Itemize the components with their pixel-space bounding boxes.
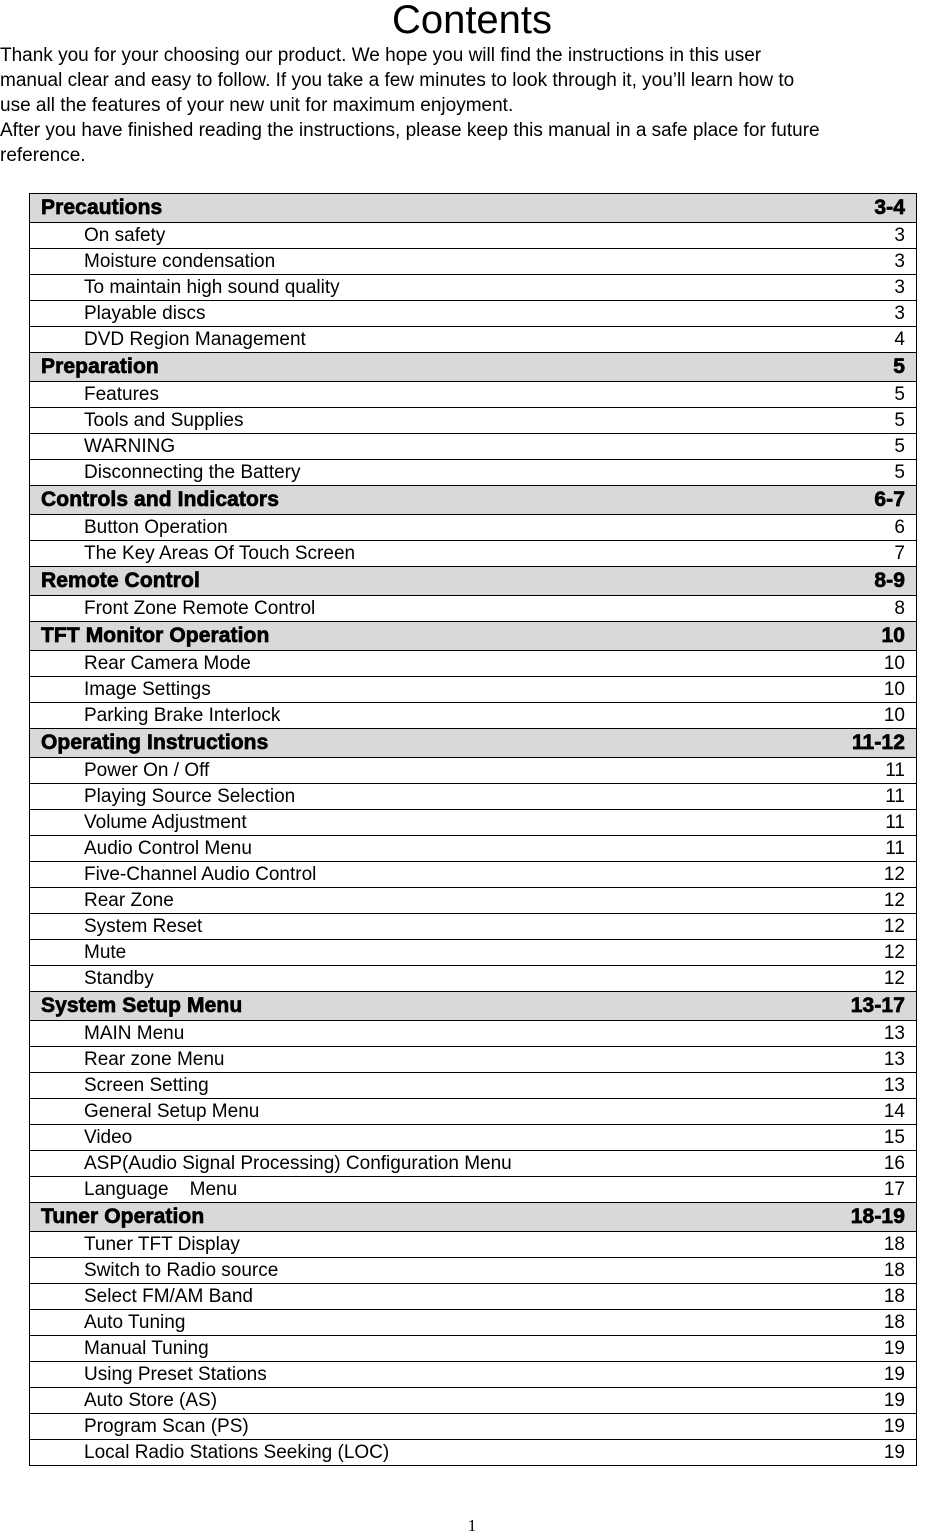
toc-item-cell [30,382,917,408]
toc-item-cell [30,677,917,703]
toc-item-page: 19 [883,1416,905,1437]
toc-item-cell [30,1388,917,1414]
toc-item-cell [30,541,917,567]
toc-item-row [30,651,917,677]
toc-item-label: Parking Brake Interlock [84,705,281,726]
toc-item-row [30,1151,917,1177]
intro-line: manual clear and easy to follow. If you take a few minutes to look through it, you’ll learn how to [0,70,795,91]
toc-item-label: Select FM/AM Band [84,1286,253,1307]
toc-item-page: 13 [883,1075,905,1096]
toc-item-label: Local Radio Stations Seeking (LOC) [84,1442,390,1463]
toc-item-page: 19 [883,1390,905,1411]
intro-paragraph [0,43,944,168]
toc-section-cell [30,567,917,596]
toc-item-cell [30,940,917,966]
toc-section-title: TFT Monitor Operation [41,624,270,647]
toc-section-title: Precautions [41,196,163,219]
toc-item-row [30,1047,917,1073]
toc-item-row [30,784,917,810]
toc-item-row [30,1021,917,1047]
intro-line: Thank you for your choosing our product. We hope you will find the instructions in this user [0,45,762,66]
toc-item-cell [30,1125,917,1151]
toc-item-label: Language Menu [84,1179,238,1200]
toc-body [30,194,917,1466]
toc-item-cell [30,1284,917,1310]
toc-item-label: Playing Source Selection [84,786,296,807]
toc-item-cell [30,1336,917,1362]
toc-section-row [30,992,917,1021]
toc-item-page: 5 [894,384,905,405]
toc-item-row [30,275,917,301]
toc-item-page: 19 [883,1442,905,1463]
toc-item-row [30,327,917,353]
toc-item-page: 13 [883,1023,905,1044]
toc-item-page: 11 [885,760,905,781]
toc-item-page: 18 [883,1286,905,1307]
toc-section-row [30,729,917,758]
toc-section-title: Preparation [41,355,159,378]
toc-item-page: 3 [894,225,905,246]
toc-item-page: 12 [883,890,905,911]
toc-section-pages: 10 [881,624,905,647]
toc-item-cell [30,249,917,275]
toc-section-pages: 3-4 [874,196,905,219]
toc-section-cell [30,486,917,515]
toc-item-row [30,1284,917,1310]
toc-item-cell [30,966,917,992]
toc-item-label: Volume Adjustment [84,812,247,833]
toc-item-label: System Reset [84,916,203,937]
toc-item-row [30,810,917,836]
toc-item-page: 3 [894,251,905,272]
toc-item-row [30,1388,917,1414]
toc-item-page: 11 [885,786,905,807]
toc-item-label: Moisture condensation [84,251,276,272]
toc-item-label: On safety [84,225,166,246]
toc-item-label: Five-Channel Audio Control [84,864,317,885]
toc-item-label: Button Operation [84,517,228,538]
toc-item-page: 11 [885,812,905,833]
toc-item-label: General Setup Menu [84,1101,260,1122]
toc-item-cell [30,1258,917,1284]
toc-item-row [30,541,917,567]
toc-item-cell [30,758,917,784]
toc-item-page: 12 [883,942,905,963]
toc-item-label: Disconnecting the Battery [84,462,301,483]
toc-item-row [30,434,917,460]
toc-item-page: 15 [883,1127,905,1148]
toc-item-cell [30,596,917,622]
toc-item-label: Mute [84,942,127,963]
toc-item-label: Screen Setting [84,1075,209,1096]
toc-item-cell [30,434,917,460]
toc-item-cell [30,275,917,301]
toc-item-label: Features [84,384,159,405]
toc-section-pages: 8-9 [874,569,905,592]
toc-item-label: Rear Zone [84,890,174,911]
page-title: Contents [391,0,553,42]
toc-item-page: 16 [883,1153,905,1174]
toc-item-label: Program Scan (PS) [84,1416,249,1437]
toc-section-cell [30,353,917,382]
toc-section-cell [30,729,917,758]
toc-section-cell [30,992,917,1021]
toc-item-label: Image Settings [84,679,211,700]
toc-item-row [30,862,917,888]
toc-item-row [30,677,917,703]
toc-item-page: 14 [883,1101,905,1122]
toc-item-page: 18 [883,1234,905,1255]
toc-section-title: Controls and Indicators [41,488,279,511]
toc-item-row [30,966,917,992]
toc-item-page: 19 [883,1364,905,1385]
toc-item-page: 17 [883,1179,905,1200]
toc-item-row [30,1177,917,1203]
toc-item-cell [30,862,917,888]
toc-item-page: 5 [894,462,905,483]
toc-section-pages: 5 [893,355,905,378]
toc-item-label: Playable discs [84,303,206,324]
toc-item-row [30,460,917,486]
toc-item-label: MAIN Menu [84,1023,185,1044]
toc-item-cell [30,1310,917,1336]
toc-item-page: 5 [894,410,905,431]
toc-item-row [30,223,917,249]
toc-item-cell [30,1021,917,1047]
toc-item-page: 13 [883,1049,905,1070]
toc-item-page: 19 [883,1338,905,1359]
toc-section-row [30,1203,917,1232]
toc-item-label: ASP(Audio Signal Processing) Configuration Menu [84,1153,512,1174]
toc-item-cell [30,703,917,729]
toc-section-row [30,194,917,223]
toc-section-pages: 11-12 [851,731,905,754]
toc-item-row [30,1258,917,1284]
toc-item-row [30,408,917,434]
toc-item-cell [30,914,917,940]
toc-item-row [30,940,917,966]
toc-item-label: Using Preset Stations [84,1364,267,1385]
toc-item-page: 10 [883,679,905,700]
toc-item-cell [30,327,917,353]
toc-section-row [30,567,917,596]
toc-item-label: Auto Tuning [84,1312,186,1333]
toc-item-row [30,758,917,784]
toc-item-cell [30,1232,917,1258]
toc-item-label: Power On / Off [84,760,210,781]
toc-item-page: 18 [883,1260,905,1281]
toc-item-cell [30,810,917,836]
toc-section-row [30,622,917,651]
toc-section-cell [30,622,917,651]
toc-item-page: 5 [894,436,905,457]
toc-item-cell [30,651,917,677]
toc-item-row [30,515,917,541]
toc-item-page: 3 [894,277,905,298]
toc-section-title: Operating Instructions [41,731,269,754]
toc-item-label: Video [84,1127,133,1148]
toc-section-cell [30,1203,917,1232]
toc-section-row [30,353,917,382]
toc-item-label: The Key Areas Of Touch Screen [84,543,356,564]
toc-item-cell [30,1151,917,1177]
toc-item-cell [30,1362,917,1388]
toc-item-label: Manual Tuning [84,1338,209,1359]
toc-item-label: WARNING [84,436,176,457]
toc-section-pages: 18-19 [850,1205,905,1228]
toc-item-cell [30,408,917,434]
toc-item-cell [30,1099,917,1125]
toc-section-row [30,486,917,515]
toc-item-row [30,836,917,862]
toc-item-page: 3 [894,303,905,324]
toc-section-title: Remote Control [41,569,200,592]
toc-section-cell [30,194,917,223]
toc-item-page: 10 [883,705,905,726]
toc-item-label: Tools and Supplies [84,410,244,431]
toc-item-cell [30,223,917,249]
toc-item-row [30,1099,917,1125]
toc-item-cell [30,888,917,914]
table-of-contents [29,193,917,1466]
toc-item-row [30,1362,917,1388]
toc-item-cell [30,460,917,486]
toc-item-page: 6 [894,517,905,538]
toc-item-label: Standby [84,968,154,989]
toc-item-label: DVD Region Management [84,329,306,350]
toc-item-page: 11 [885,838,905,859]
toc-item-label: To maintain high sound quality [84,277,340,298]
toc-item-cell [30,836,917,862]
toc-item-row [30,1125,917,1151]
intro-line: reference. [0,145,86,166]
toc-item-page: 8 [894,598,905,619]
toc-item-cell [30,1047,917,1073]
toc-item-row [30,888,917,914]
toc-item-row [30,1414,917,1440]
toc-item-cell [30,301,917,327]
toc-item-page: 4 [894,329,905,350]
intro-line: use all the features of your new unit for maximum enjoyment. [0,95,514,116]
toc-item-page: 10 [883,653,905,674]
toc-item-cell [30,784,917,810]
toc-item-page: 12 [883,864,905,885]
toc-item-row [30,914,917,940]
toc-section-title: Tuner Operation [41,1205,205,1228]
toc-item-page: 12 [883,968,905,989]
intro-line: After you have finished reading the instructions, please keep this manual in a safe place for future [0,120,820,141]
toc-section-title: System Setup Menu [41,994,243,1017]
toc-item-cell [30,1414,917,1440]
toc-item-row [30,249,917,275]
toc-item-label: Rear zone Menu [84,1049,225,1070]
toc-item-cell [30,1440,917,1466]
toc-item-cell [30,1073,917,1099]
toc-item-row [30,382,917,408]
toc-item-label: Tuner TFT Display [84,1234,240,1255]
page-number: 1 [467,1516,477,1535]
toc-item-row [30,1440,917,1466]
toc-section-pages: 6-7 [874,488,905,511]
toc-item-row [30,596,917,622]
toc-item-row [30,1336,917,1362]
toc-section-pages: 13-17 [850,994,905,1017]
toc-item-label: Audio Control Menu [84,838,252,859]
toc-item-cell [30,515,917,541]
toc-item-row [30,1232,917,1258]
toc-item-label: Switch to Radio source [84,1260,279,1281]
toc-item-row [30,1310,917,1336]
toc-item-page: 12 [883,916,905,937]
toc-item-row [30,301,917,327]
toc-item-label: Auto Store (AS) [84,1390,218,1411]
toc-item-page: 18 [883,1312,905,1333]
toc-item-label: Rear Camera Mode [84,653,251,674]
toc-item-cell [30,1177,917,1203]
toc-item-row [30,703,917,729]
toc-item-label: Front Zone Remote Control [84,598,316,619]
toc-item-row [30,1073,917,1099]
toc-item-page: 7 [894,543,905,564]
